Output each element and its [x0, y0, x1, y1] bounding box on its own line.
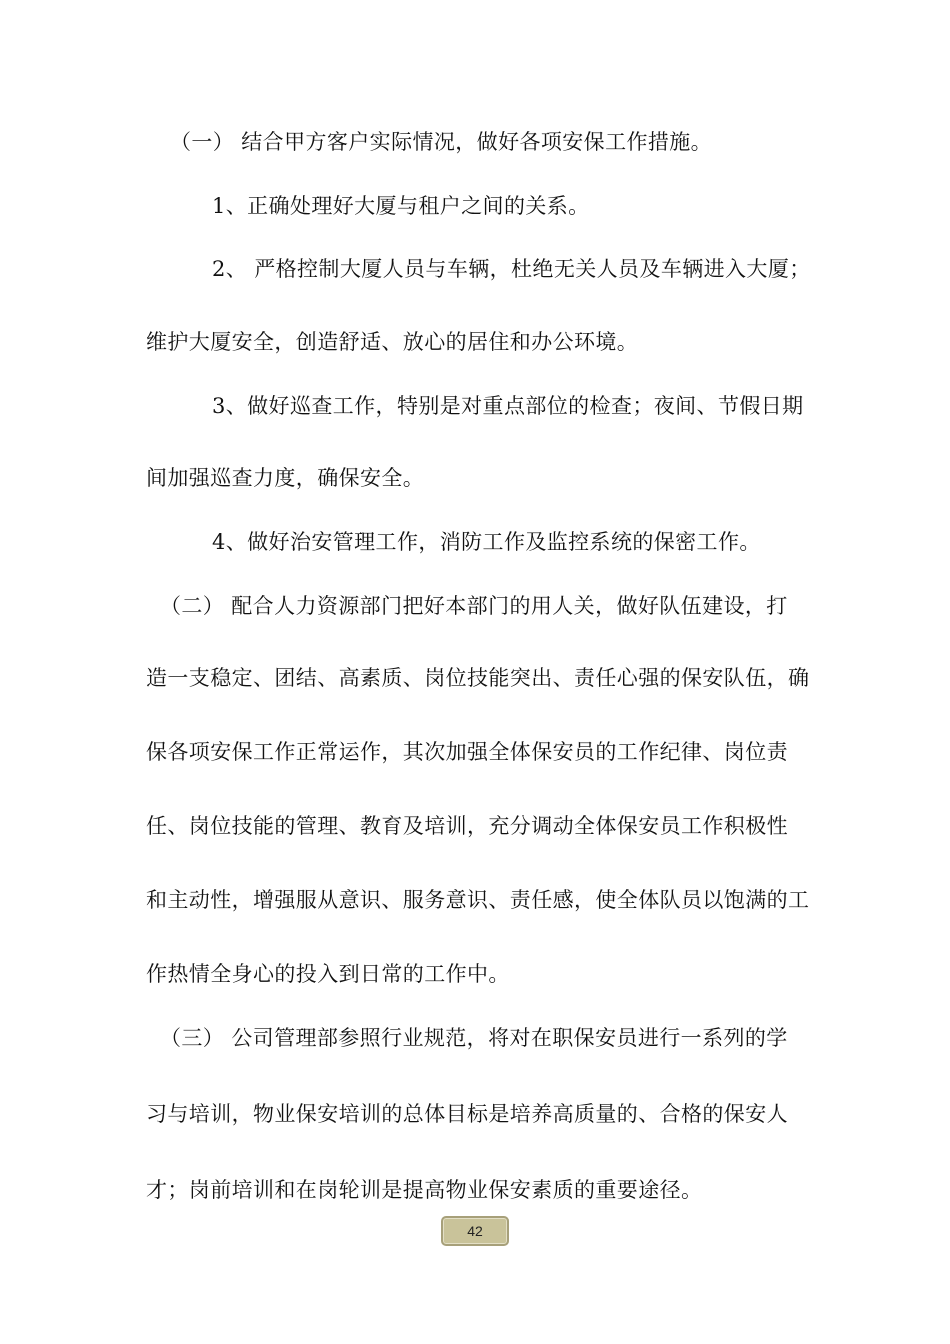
section-one-item-3: 3、做好巡查工作，特别是对重点部位的检查；夜间、节假日期 — [212, 394, 804, 418]
section-one-heading: （一） 结合甲方客户实际情况，做好各项安保工作措施。 — [170, 130, 713, 154]
section-one-item-1: 1、正确处理好大厦与租户之间的关系。 — [212, 194, 590, 218]
section-one-item-4: 4、做好治安管理工作，消防工作及监控系统的保密工作。 — [212, 530, 761, 554]
section-two-line-2: 造一支稳定、团结、高素质、岗位技能突出、责任心强的保安队伍，确 — [146, 666, 810, 690]
section-three-line-1: （三） 公司管理部参照行业规范，将对在职保安员进行一系列的学 — [160, 1026, 788, 1050]
page-number-badge — [441, 1216, 509, 1246]
section-one-item-2-continued: 维护大厦安全，创造舒适、放心的居住和办公环境。 — [146, 330, 639, 354]
section-two-line-4: 任、岗位技能的管理、教育及培训，充分调动全体保安员工作积极性 — [146, 814, 788, 838]
section-two-line-1: （二） 配合人力资源部门把好本部门的用人关，做好队伍建设，打 — [160, 594, 788, 618]
section-three-line-3: 才；岗前培训和在岗轮训是提高物业保安素质的重要途径。 — [146, 1178, 703, 1202]
section-one-item-2: 2、 严格控制大厦人员与车辆，杜绝无关人员及车辆进入大厦； — [212, 257, 811, 281]
section-two-line-5: 和主动性，增强服从意识、服务意识、责任感，使全体队员以饱满的工 — [146, 888, 810, 912]
page-number: 42 — [467, 1223, 483, 1239]
section-one-item-3-continued: 间加强巡查力度，确保安全。 — [146, 466, 425, 490]
section-two-line-3: 保各项安保工作正常运作，其次加强全体保安员的工作纪律、岗位责 — [146, 740, 788, 764]
section-three-line-2: 习与培训，物业保安培训的总体目标是培养高质量的、合格的保安人 — [146, 1102, 788, 1126]
section-two-line-6: 作热情全身心的投入到日常的工作中。 — [146, 962, 510, 986]
